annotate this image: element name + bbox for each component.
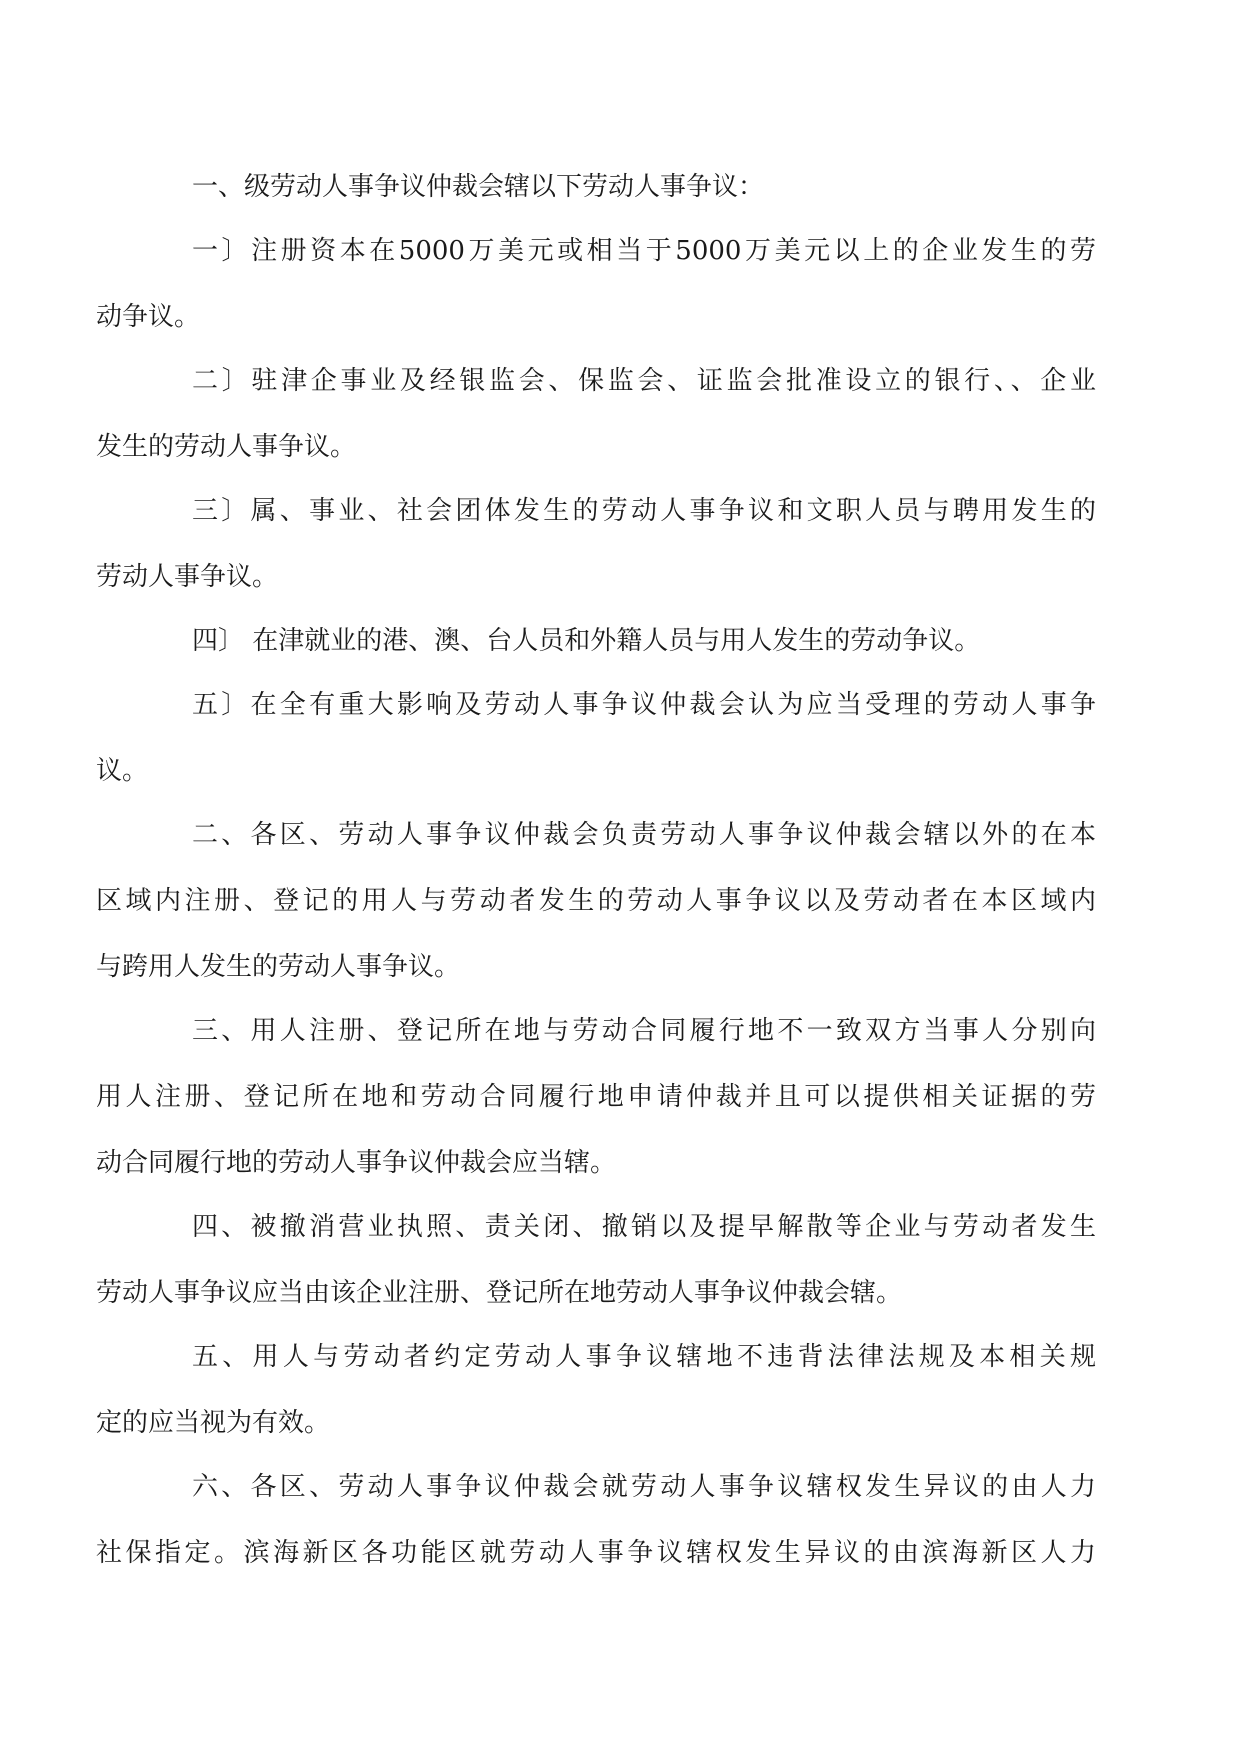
text-line: 劳动人事争议。 — [96, 562, 279, 592]
text-line: 三、用人注册、登记所在地与劳动合同履行地不一致双方当事人分别向 — [192, 1016, 1096, 1046]
text-line: 社保指定。滨海新区各功能区就劳动人事争议辖权发生异议的由滨海新区人力 — [96, 1538, 1096, 1568]
text-line: 区域内注册、登记的用人与劳动者发生的劳动人事争议以及劳动者在本区域内 — [96, 886, 1096, 916]
text-line: 二、各区、劳动人事争议仲裁会负责劳动人事争议仲裁会辖以外的在本 — [192, 820, 1096, 850]
text-line: 用人注册、登记所在地和劳动合同履行地申请仲裁并且可以提供相关证据的劳 — [96, 1082, 1096, 1112]
text-line: 四、被撤消营业执照、责关闭、撤销以及提早解散等企业与劳动者发生 — [192, 1212, 1096, 1242]
text-line: 动合同履行地的劳动人事争议仲裁会应当辖。 — [96, 1148, 617, 1178]
text-line: 议。 — [96, 756, 149, 786]
text-line: 四〕 在津就业的港、澳、台人员和外籍人员与用人发生的劳动争议。 — [192, 626, 981, 656]
document-body — [96, 157, 1096, 1589]
text-line: 一、级劳动人事争议仲裁会辖以下劳动人事争议： — [192, 172, 765, 202]
text-line: 一〕注册资本在5000万美元或相当于5000万美元以上的企业发生的劳 — [192, 236, 1096, 266]
text-line: 三〕属、事业、社会团体发生的劳动人事争议和文职人员与聘用发生的 — [192, 496, 1096, 526]
text-line: 定的应当视为有效。 — [96, 1408, 331, 1438]
text-line: 与跨用人发生的劳动人事争议。 — [96, 952, 461, 982]
text-line: 发生的劳动人事争议。 — [96, 432, 357, 462]
text-line: 二〕驻津企事业及经银监会、保监会、证监会批准设立的银行、、企业 — [192, 366, 1096, 396]
text-line: 五、用人与劳动者约定劳动人事争议辖地不违背法律法规及本相关规 — [192, 1342, 1096, 1372]
text-line: 五〕在全有重大影响及劳动人事争议仲裁会认为应当受理的劳动人事争 — [192, 690, 1096, 720]
text-line: 六、各区、劳动人事争议仲裁会就劳动人事争议辖权发生异议的由人力 — [192, 1472, 1096, 1502]
text-line: 劳动人事争议应当由该企业注册、登记所在地劳动人事争议仲裁会辖。 — [96, 1278, 903, 1308]
text-line: 动争议。 — [96, 302, 201, 332]
